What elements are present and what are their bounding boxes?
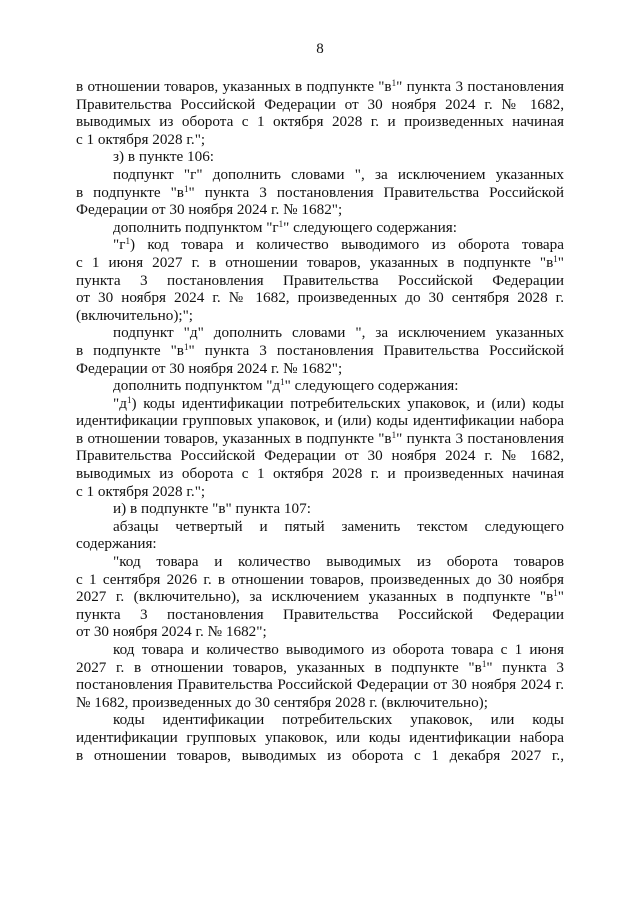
text-line: с 1 июня 2027 г. в отношении товаров, указанных в подпункте "$в^1$" xyxy=(76,253,564,271)
page-number: 8 xyxy=(316,41,324,57)
text-line: абзацы четвертый и пятый заменить текстом следующего xyxy=(113,517,564,535)
text-line: "код товара и количество выводимых из оборота товаров xyxy=(113,553,564,571)
text-line: с 1 октября 2028 г."; xyxy=(76,482,206,500)
text-line: подпункт "д" дополнить словами ", за исключением указанных xyxy=(113,324,564,342)
text-line: от 30 ноября 2024 г. № 1682, произведенных до 30 сентября 2028 г. xyxy=(76,289,564,307)
text-line: с 1 сентября 2026 г. в отношении товаров, произведенных до 30 ноября xyxy=(76,570,564,588)
text-line: Федерации от 30 ноября 2024 г. № 1682"; xyxy=(76,201,343,219)
text-line: дополнить подпунктом "$г^1$" следующего содержания: xyxy=(113,218,458,236)
text-line: в отношении товаров, выводимых из оборота с 1 декабря 2027 г., xyxy=(76,746,564,764)
text-line: код товара и количество выводимого из оборота товара с 1 июня xyxy=(113,641,564,658)
text-line: подпункт "г" дополнить словами ", за исключением указанных xyxy=(113,165,564,183)
text-line: "$г^1$) код товара и количество выводимого из оборота товара xyxy=(113,236,564,254)
text-line: 2027 г. в отношении товаров, указанных в подпункте "$в^1$" пункта 3 xyxy=(76,658,565,676)
text-line: содержания: xyxy=(76,535,157,553)
text-line: пункта 3 постановления Правительства Российской Федерации xyxy=(76,605,564,623)
text-line: Правительства Российской Федерации от 30 ноября 2024 г. № 1682, xyxy=(76,447,564,465)
text-line: Правительства Российской Федерации от 30 ноября 2024 г. № 1682, xyxy=(76,95,564,113)
text-line: выводимых из оборота с 1 октября 2028 г. и произведенных начиная xyxy=(76,113,564,131)
text-line: в подпункте "$в^1$" пункта 3 постановления Правительства Российской xyxy=(76,341,564,359)
document-body xyxy=(76,78,564,764)
text-line: от 30 ноября 2024 г. № 1682"; xyxy=(76,623,267,641)
text-line: 2027 г. (включительно), за исключением указанных в подпункте "$в^1$" xyxy=(76,588,564,606)
text-line: (включительно);"; xyxy=(76,306,194,324)
text-line: в отношении товаров, указанных в подпункте "$в^1$" пункта 3 постановления xyxy=(76,78,564,95)
text-line: Федерации от 30 ноября 2024 г. № 1682"; xyxy=(76,359,343,377)
text-line: з) в пункте 106: xyxy=(113,148,215,166)
text-line: дополнить подпунктом "$д^1$" следующего содержания: xyxy=(113,377,459,395)
text-line: идентификации групповых упаковок, и (или) коды идентификации набора xyxy=(76,412,564,430)
text-line: постановления Правительства Российской Федерации от 30 ноября 2024 г. xyxy=(76,676,564,694)
text-line: с 1 октября 2028 г."; xyxy=(76,130,206,148)
text-line: и) в подпункте "в" пункта 107: xyxy=(113,500,311,518)
text-line: в подпункте "$в^1$" пункта 3 постановления Правительства Российской xyxy=(76,183,564,201)
text-line: коды идентификации потребительских упаковок, или коды xyxy=(113,711,564,729)
text-line: пункта 3 постановления Правительства Российской Федерации xyxy=(76,271,564,289)
text-line: в отношении товаров, указанных в подпункте "$в^1$" пункта 3 постановления xyxy=(76,429,564,447)
text-line: выводимых из оборота с 1 октября 2028 г. и произведенных начиная xyxy=(76,465,564,483)
text-line: № 1682, произведенных до 30 сентября 2028 г. (включительно); xyxy=(76,693,488,711)
text-line: идентификации групповых упаковок, или коды идентификации набора xyxy=(76,728,564,746)
text-line: "$д^1$) коды идентификации потребительских упаковок, и (или) коды xyxy=(113,394,564,412)
